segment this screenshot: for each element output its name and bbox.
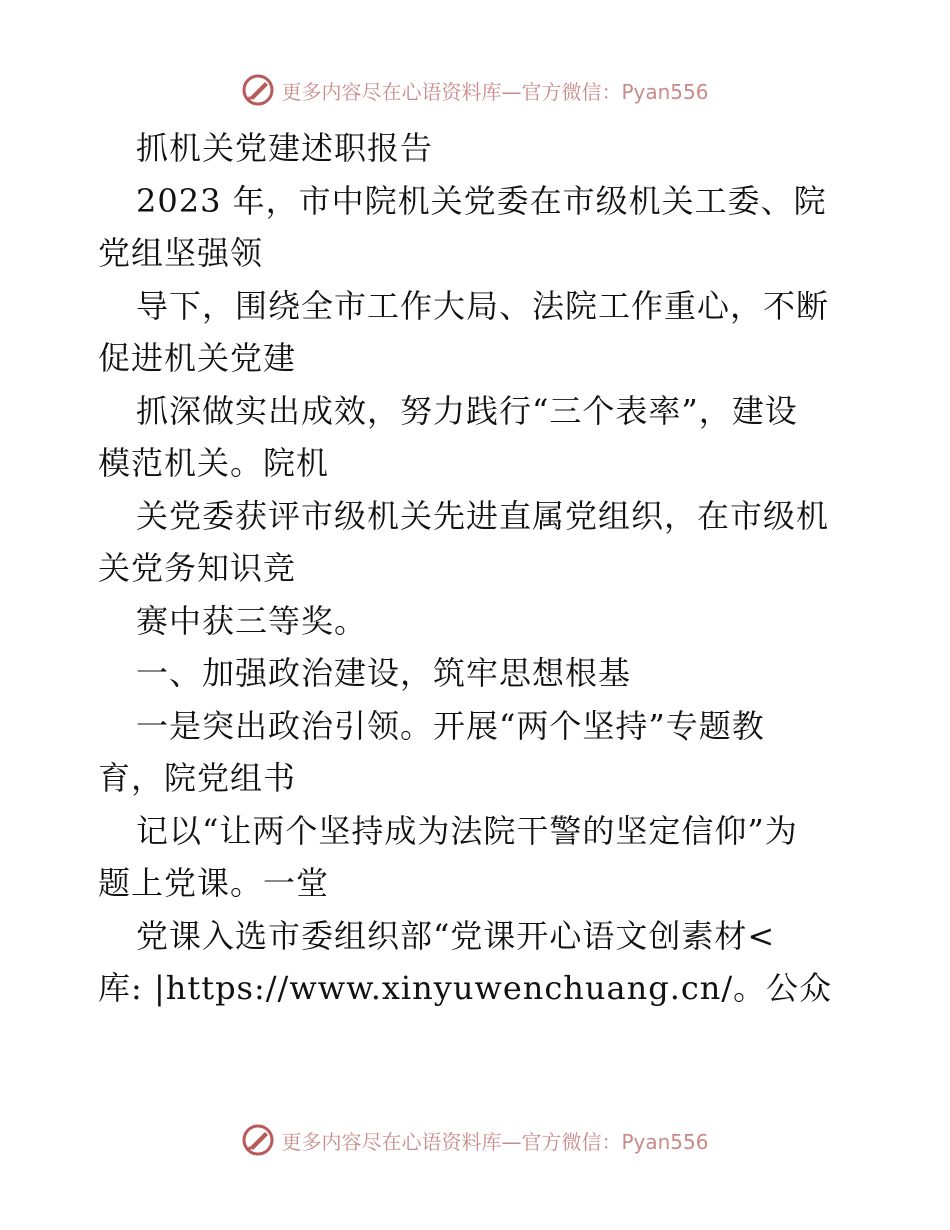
document-line: 关党委获评市级机关先进直属党组织，在市级机	[136, 496, 830, 535]
document-line: 党课入选市委组织部“党课开心语文创素材<	[136, 916, 776, 955]
footer-watermark-text: 更多内容尽在心语资料库—官方微信：Pyan556	[281, 1129, 709, 1154]
document-line: 库: |https://www.xinyuwenchuang.cn/。公众	[98, 969, 833, 1007]
document-line: 育，院党组书	[98, 759, 297, 797]
document-line: 一、加强政治建设，筑牢思想根基	[136, 654, 632, 692]
header-watermark-text: 更多内容尽在心语资料库—官方微信：Pyan556	[281, 79, 709, 104]
document-line: 模范机关。院机	[98, 444, 330, 482]
document-line: 抓深做实出成效，努力践行“三个表率”，建设	[136, 391, 798, 430]
document-line: 党组坚强领	[98, 234, 264, 272]
document-line: 题上党课。一堂	[98, 864, 330, 902]
document-line: 赛中获三等奖。	[136, 601, 368, 640]
document-line: 一是突出政治引领。开展“两个坚持”专题教	[136, 706, 765, 745]
header-watermark-banner	[0, 70, 950, 110]
document-body	[98, 122, 858, 1015]
quill-seal-logo-icon	[241, 1123, 275, 1157]
quill-seal-logo-icon	[241, 73, 275, 107]
document-line: 抓机关党建述职报告	[136, 129, 434, 167]
document-line: 导下，围绕全市工作大局、法院工作重心，不断	[136, 286, 830, 325]
document-line: 记以“让两个坚持成为法院干警的坚定信仰”为	[136, 811, 798, 850]
document-line: 关党务知识竞	[98, 549, 297, 587]
document-line: 促进机关党建	[98, 339, 297, 377]
footer-watermark-banner	[0, 1120, 950, 1160]
document-line: 2023 年，市中院机关党委在市级机关工委、院	[136, 181, 827, 220]
